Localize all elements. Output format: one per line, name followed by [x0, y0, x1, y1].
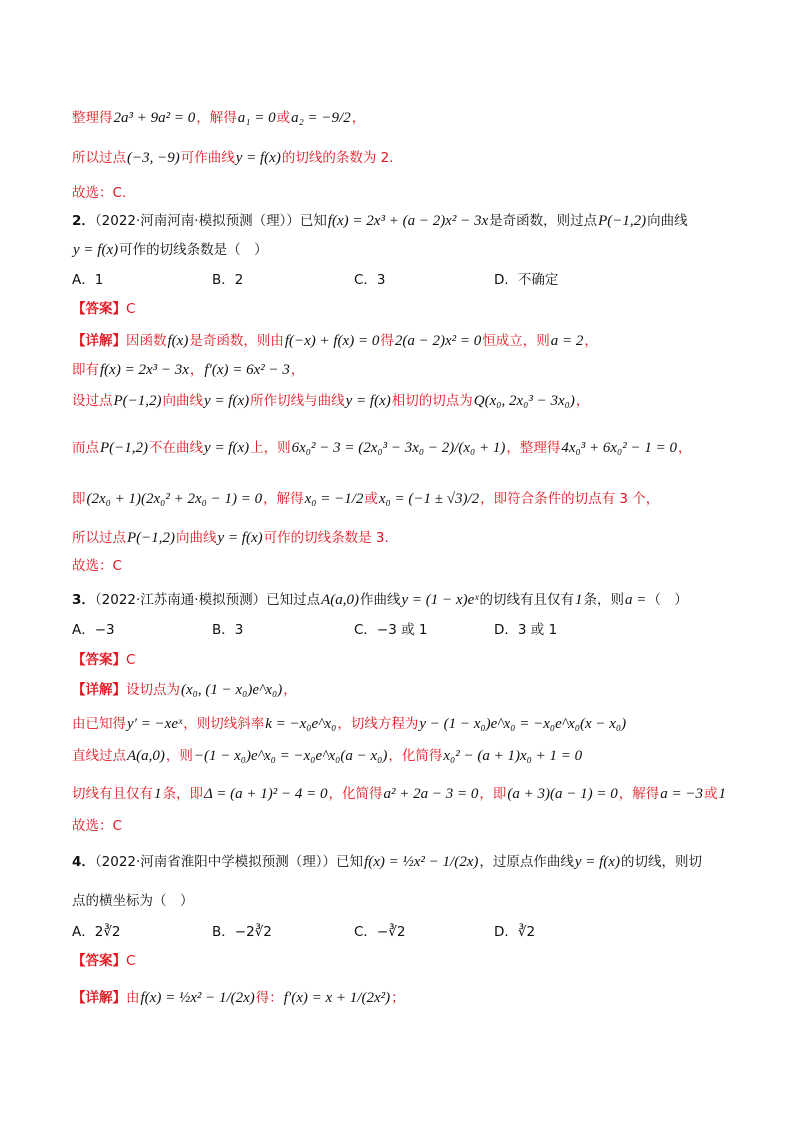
- choice-line: 故选：C: [72, 558, 122, 574]
- question-stem: 3．（2022·江苏南通·模拟预测）已知过点A(a,0)作曲线y = (1 − x)eˣ的切线有且仅有1条，则a =（ ）: [72, 592, 688, 608]
- solution-line: 所以过点(−3, −9)可作曲线y = f(x)的切线的条数为 2.: [72, 150, 394, 166]
- option-d: D．不确定: [494, 272, 559, 288]
- option-d: D．3 或 1: [494, 622, 558, 638]
- detail-line: 而点P(−1,2)不在曲线y = f(x)上，则6x₀² − 3 = (2x₀³ − 3x₀ − 2)/(x₀ + 1)，整理得4x₀³ + 6x₀² − 1 = 0，: [72, 440, 692, 456]
- question-stem: 4．（2022·河南省淮阳中学模拟预测（理））已知f(x) = ½x² − 1/(2x)，过原点作曲线y = f(x)的切线，则切: [72, 854, 702, 870]
- option-a: A．−3: [72, 622, 115, 638]
- detail-line: 【详解】设切点为(x₀, (1 − x₀)e^x₀)，: [72, 682, 297, 698]
- answer-tag: 【答案】: [72, 953, 126, 969]
- answer-tag: 【答案】: [72, 652, 126, 668]
- answer-line: [72, 951, 740, 971]
- answer-tag: 【答案】: [72, 301, 126, 317]
- choice-line: 故选：C.: [72, 185, 127, 201]
- answer-value: C: [126, 652, 136, 668]
- options-row: [72, 922, 740, 942]
- option-d: D．∛2: [494, 924, 536, 940]
- option-a: A．2∛2: [72, 924, 121, 940]
- option-c: C．−∛2: [354, 924, 406, 940]
- option-b: B．−2∛2: [212, 924, 272, 940]
- solution-line: 整理得2a³ + 9a² = 0，解得a₁ = 0或a₂ = −9/2，: [72, 110, 366, 126]
- math: a₂ = −9/2: [291, 110, 351, 126]
- options-row: [72, 620, 740, 640]
- option-b: B．3: [212, 622, 244, 638]
- option-c: C．−3 或 1: [354, 622, 428, 638]
- detail-line: 切线有且仅有1条，即Δ = (a + 1)² − 4 = 0，化简得a² + 2a − 3 = 0，即(a + 3)(a − 1) = 0，解得a = −3或1: [72, 786, 726, 802]
- answer-line: [72, 299, 740, 319]
- detail-line: 【详解】由f(x) = ½x² − 1/(2x)得：f′(x) = x + 1/(2x²)；: [72, 990, 405, 1006]
- answer-value: C: [126, 301, 136, 317]
- math: 2a³ + 9a² = 0: [113, 110, 196, 126]
- detail-line: 由已知得y′ = −xeˣ，则切线斜率k = −x₀e^x₀，切线方程为y − (1 − x₀)e^x₀ = −x₀e^x₀(x − x₀): [72, 716, 627, 732]
- detail-line: 【详解】因函数f(x)是奇函数，则由f(−x) + f(x) = 0得2(a − 2)x² = 0恒成立，则a = 2，: [72, 333, 598, 349]
- detail-line: 即有f(x) = 2x³ − 3x，f′(x) = 6x² − 3，: [72, 362, 305, 378]
- option-b: B．2: [212, 272, 244, 288]
- detail-line: 所以过点P(−1,2)向曲线y = f(x)可作的切线条数是 3.: [72, 530, 389, 546]
- detail-line: 直线过点A(a,0)，则−(1 − x₀)e^x₀ = −x₀e^x₀(a − x₀)，化简得x₀² − (a + 1)x₀ + 1 = 0: [72, 748, 583, 764]
- options-row: [72, 270, 740, 290]
- option-a: A．1: [72, 272, 104, 288]
- choice-line: 故选：C: [72, 818, 122, 834]
- answer-line: [72, 650, 740, 670]
- detail-line: 设过点P(−1,2)向曲线y = f(x)所作切线与曲线y = f(x)相切的切点为Q(x₀, 2x₀³ − 3x₀)，: [72, 393, 590, 409]
- question-stem: 点的横坐标为（ ）: [72, 893, 194, 909]
- detail-line: 即(2x₀ + 1)(2x₀² + 2x₀ − 1) = 0，解得x₀ = −1/2或x₀ = (−1 ± √3)/2，即符合条件的切点有 3 个，: [72, 491, 660, 507]
- option-c: C．3: [354, 272, 386, 288]
- question-stem: 2．（2022·河南河南·模拟预测（理））已知f(x) = 2x³ + (a − 2)x² − 3x是奇函数，则过点P(−1,2)向曲线: [72, 213, 688, 229]
- answer-value: C: [126, 953, 136, 969]
- question-stem: y = f(x)可作的切线条数是（ ）: [73, 242, 268, 258]
- math: a₁ = 0: [237, 110, 276, 126]
